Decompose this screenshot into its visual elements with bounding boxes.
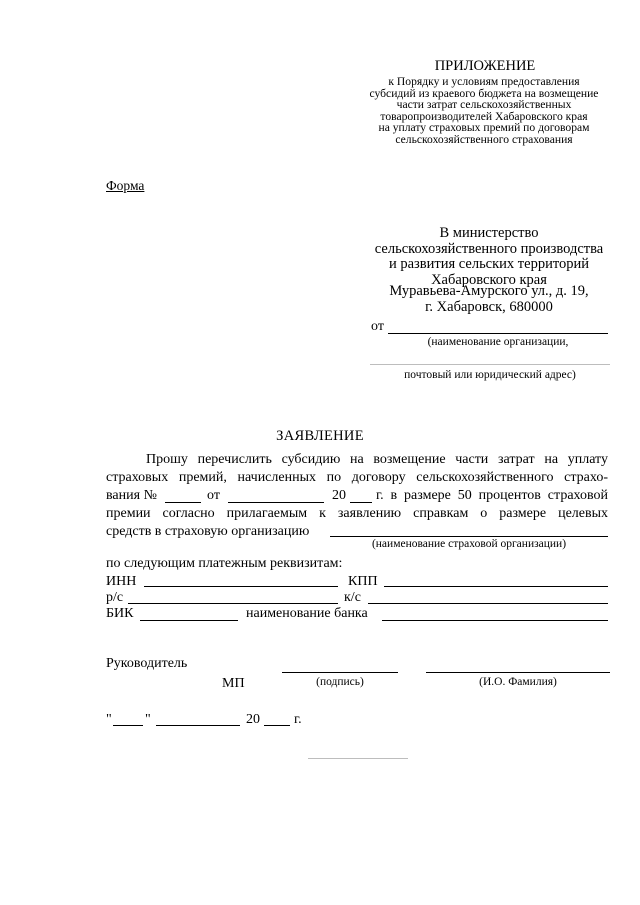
appendix-line: субсидий из краевого бюджета на возмещение (369, 86, 599, 100)
addressee-line: сельскохозяйственного производства (374, 240, 604, 257)
address-line: Муравьева-Амурского ул., д. 19, (389, 283, 589, 299)
statement-line-3-year-prefix: 20 (332, 488, 346, 503)
date-day-field[interactable] (113, 725, 143, 726)
addressee-line: В министерство (439, 225, 539, 241)
insurer-name-field[interactable] (330, 536, 608, 537)
statement-line-1: Прошу перечислить субсидию на возмещение части затрат на уплату (146, 452, 608, 467)
statement-line-3-from: от (207, 488, 220, 503)
statement-line-4: премии согласно прилагаемым к заявлению справкам о размере целевых (106, 506, 608, 521)
kpp-label: КПП (348, 574, 378, 589)
bank-name-label: наименование банка (246, 606, 368, 621)
requisites-intro: по следующим платежным реквизитам: (106, 556, 343, 571)
addressee-line: и развития сельских территорий (388, 256, 589, 272)
account-field[interactable] (128, 603, 338, 604)
statement-title: ЗАЯВЛЕНИЕ (276, 428, 364, 444)
form-label: Форма (106, 178, 145, 193)
signature-caption: (подпись) (316, 676, 364, 688)
contract-year-field[interactable] (350, 502, 372, 503)
appendix-line: товаропроизводителей Хабаровского края (380, 109, 588, 123)
address-caption: почтовый или юридический адрес) (404, 369, 576, 381)
addressee-address (358, 284, 620, 315)
signature-field[interactable] (282, 672, 398, 673)
date-quote-close: " (145, 712, 151, 727)
date-month-field[interactable] (156, 725, 240, 726)
bik-label: БИК (106, 606, 134, 621)
date-year-prefix: 20 (246, 712, 260, 727)
head-label: Руководитель (106, 656, 188, 671)
corr-account-field[interactable] (368, 603, 608, 604)
inn-label: ИНН (106, 574, 137, 589)
organization-address-field[interactable] (370, 364, 610, 365)
address-line: г. Хабаровск, 680000 (425, 298, 553, 315)
date-year-field[interactable] (264, 725, 290, 726)
organization-caption: (наименование организации, (427, 336, 569, 348)
addressee-line: Хабаровского края (431, 271, 547, 288)
appendix-description (350, 76, 618, 145)
stamp-label: МП (222, 676, 245, 691)
statement-line-3-start: вания № (106, 488, 157, 503)
date-quote-open: " (106, 712, 112, 727)
statement-line-2: страховых премий, начисленных по договору сельскохозяйственного страхо- (106, 470, 608, 485)
appendix-title: ПРИЛОЖЕНИЕ (434, 58, 536, 74)
organization-name-field[interactable] (388, 333, 608, 334)
statement-line-5: средств в страховую организацию (106, 524, 310, 539)
addressee-block (358, 226, 620, 288)
inn-field[interactable] (144, 586, 338, 587)
account-label: р/с (106, 590, 124, 605)
corr-account-label: к/с (344, 590, 361, 605)
contract-date-field[interactable] (228, 502, 324, 503)
bik-field[interactable] (140, 620, 238, 621)
full-name-field[interactable] (426, 672, 610, 673)
appendix-line: сельскохозяйственного страхования (395, 132, 573, 146)
appendix-line: на уплату страховых премий по договорам (378, 121, 590, 134)
from-label: от (371, 319, 384, 334)
date-year-suffix: г. (294, 712, 302, 727)
footer-divider (308, 758, 408, 759)
appendix-line: части затрат сельскохозяйственных (396, 98, 572, 111)
bank-name-field[interactable] (382, 620, 608, 621)
insurer-caption: (наименование страховой организации) (371, 538, 567, 550)
contract-number-field[interactable] (165, 502, 201, 503)
kpp-field[interactable] (384, 586, 608, 587)
statement-line-3-end: г. в размере 50 процентов страховой (376, 488, 608, 503)
appendix-line: к Порядку и условиям предоставления (388, 75, 580, 88)
name-caption: (И.О. Фамилия) (479, 676, 557, 688)
